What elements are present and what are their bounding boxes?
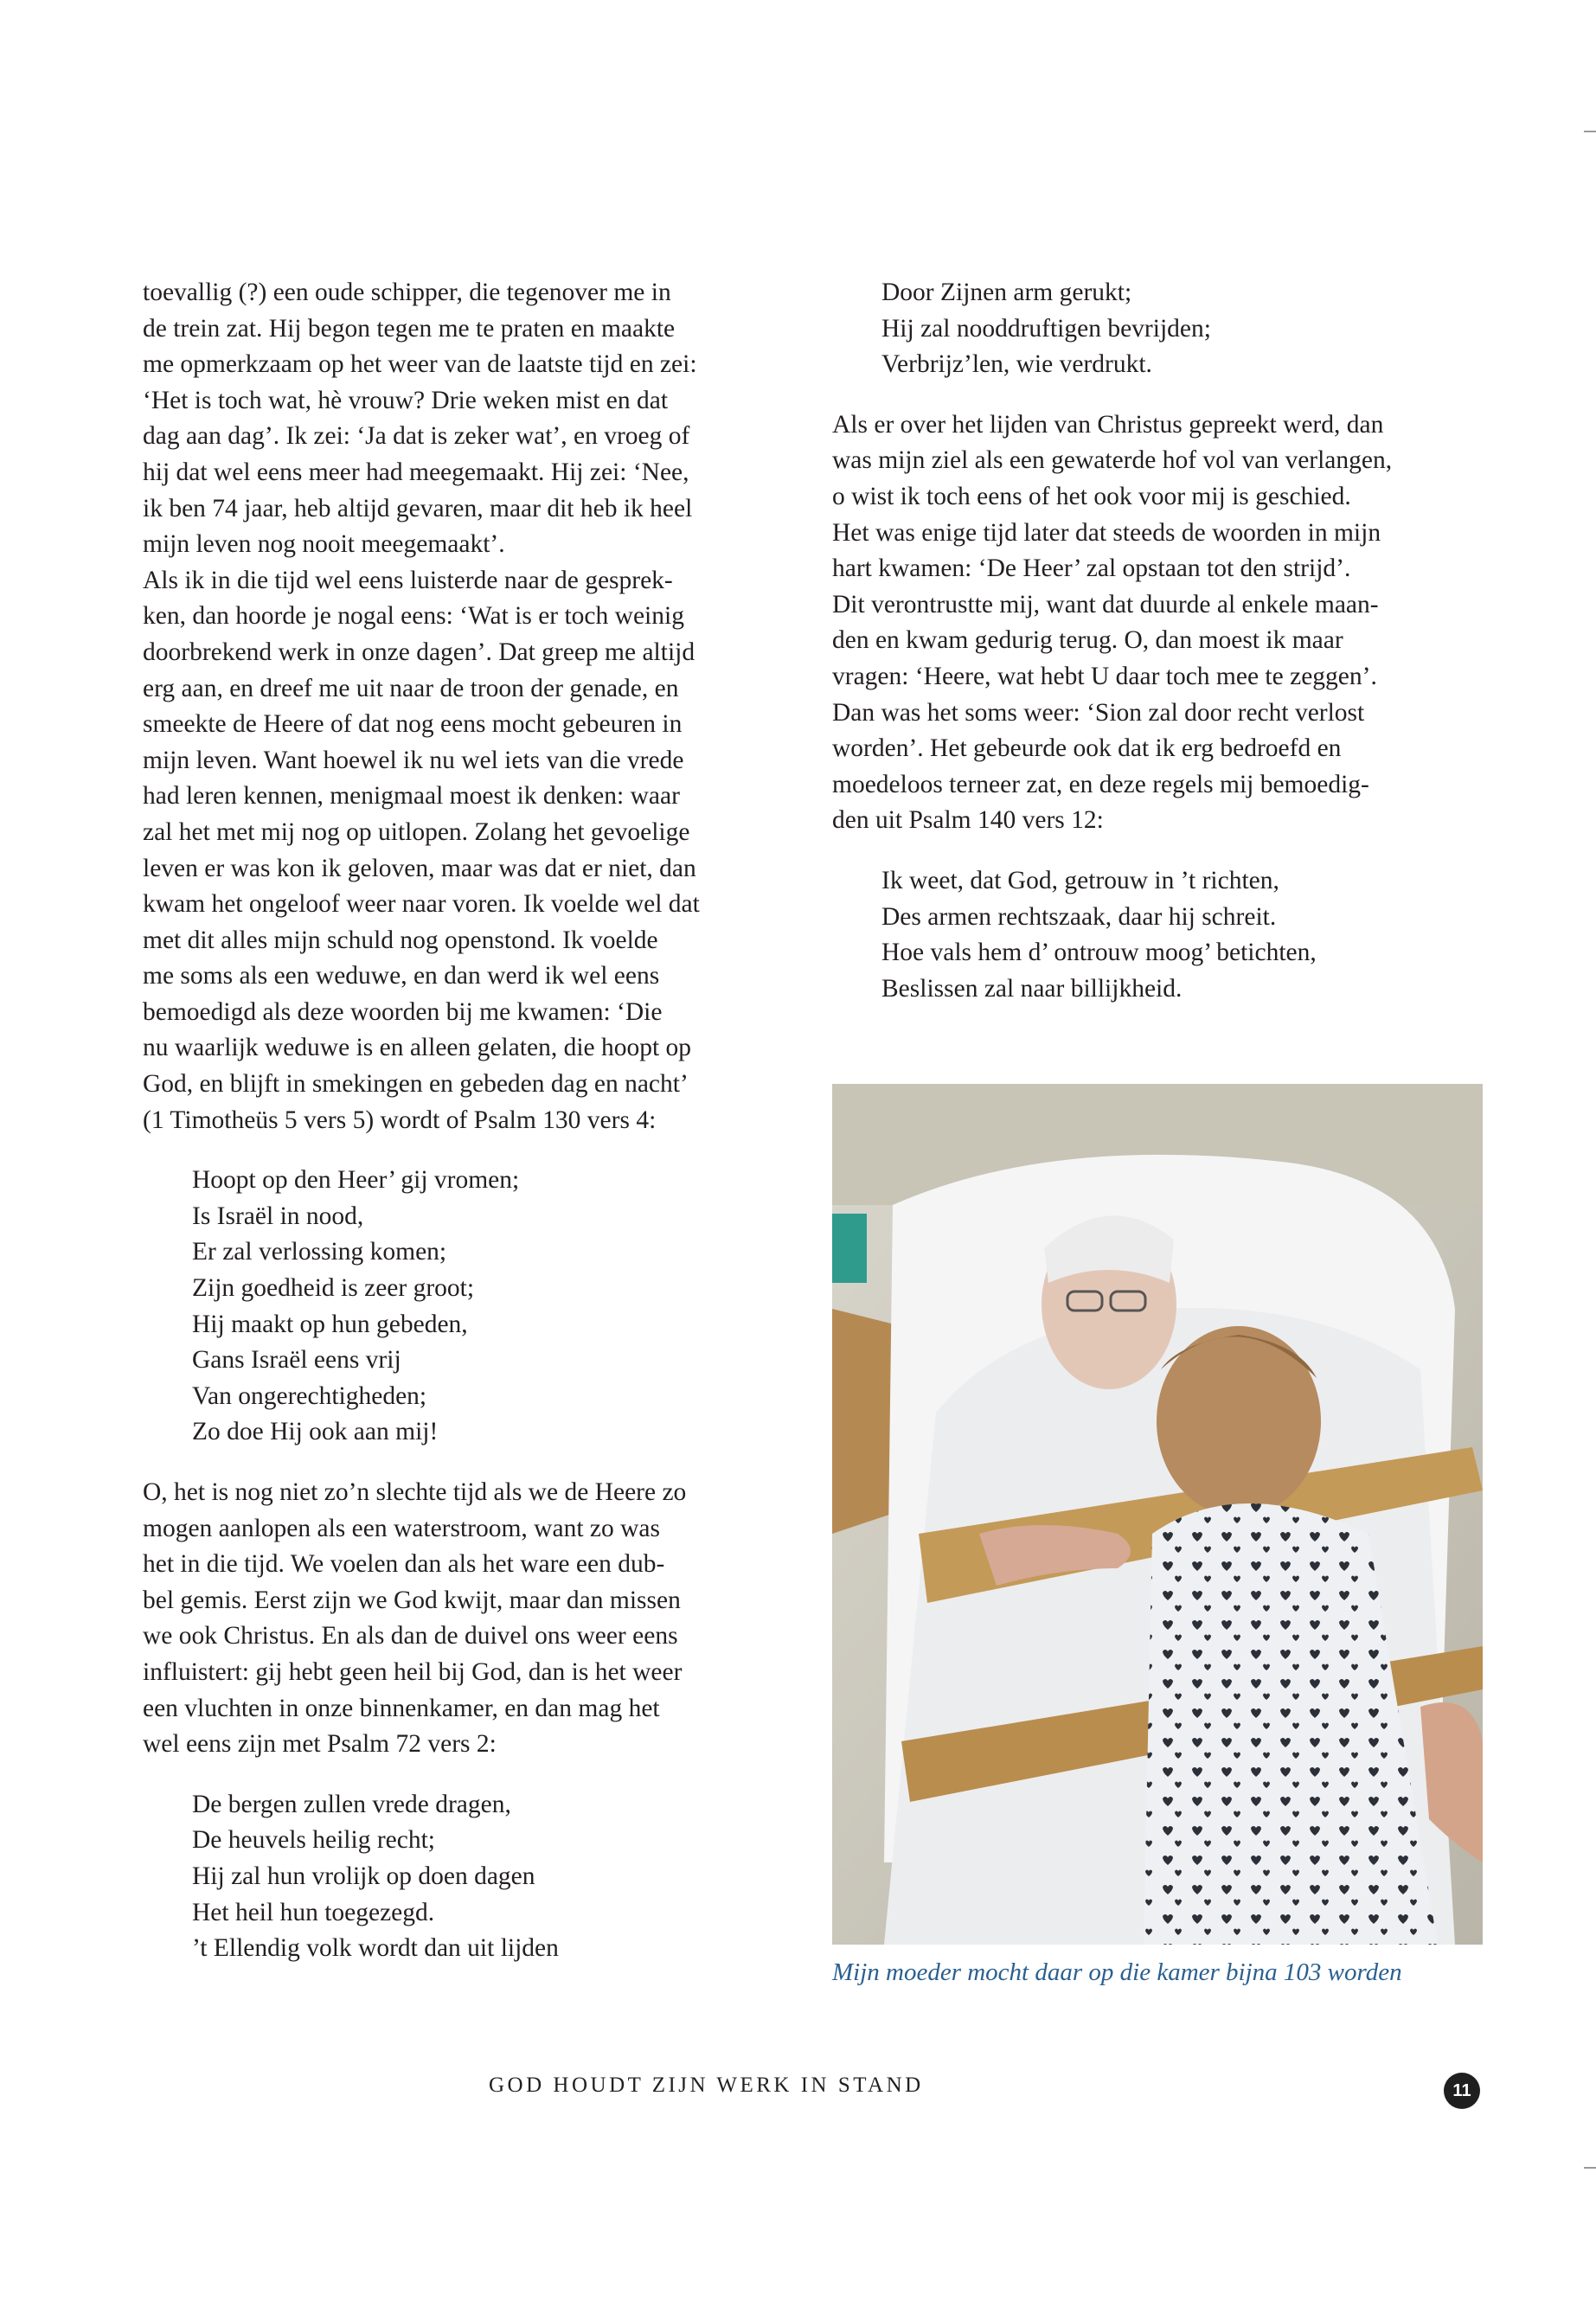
text-line: hij dat wel eens meer had meegemaakt. Hij zei: ‘Nee, [143,458,689,486]
text-line: worden’. Het gebeurde ook dat ik erg bedroefd en [832,734,1342,763]
text-line: Dit verontrustte mij, want dat duurde al enkele maan- [832,590,1379,619]
text-line: leven er was kon ik geloven, maar was dat er niet, dan [143,854,696,882]
page-number-badge: 11 [1444,2073,1480,2109]
text-line: we ook Christus. En als dan de duivel ons weer eens [143,1622,678,1650]
text-line: Als er over het lijden van Christus gepreekt werd, dan [832,410,1384,439]
text-line: Dan was het soms weer: ‘Sion zal door recht verlost [832,698,1365,727]
text-line: Des armen rechtszaak, daar hij schreit. [881,902,1277,931]
text-line: Door Zijnen arm gerukt; [881,279,1132,306]
text-line: Zo doe Hij ook aan mij! [192,1418,439,1446]
text-line: Van ongerechtigheden; [192,1381,427,1410]
right-column [832,275,1490,1031]
text-line: Beslissen zal naar billijkheid. [881,974,1183,1003]
paragraph [832,407,1490,839]
photo-caption: Mijn moeder mocht daar op die kamer bijna 103 worden [832,1958,1402,1986]
photo [832,1084,1483,1945]
text-line: toevallig (?) een oude schipper, die tegenover me in [143,279,671,306]
text-line: het in die tijd. We voelen dan als het ware een dub- [143,1550,665,1579]
text-line: hart kwamen: ‘De Heer’ zal opstaan tot den strijd’. [832,554,1351,583]
text-line: O, het is nog niet zo’n slechte tijd als we de Heere zo [143,1478,687,1506]
text-line: Verbrijz’len, wie verdrukt. [881,350,1152,379]
text-line: me opmerkzaam op het weer van de laatste tijd en zei: [143,350,697,379]
text-line: mogen aanlopen als een waterstroom, want zo was [143,1514,660,1542]
text-line: bel gemis. Eerst zijn we God kwijt, maar dan missen [143,1586,681,1614]
text-line: ‘Het is toch wat, hè vrouw? Drie weken mist en dat [143,386,669,414]
text-line: Gans Israël eens vrij [192,1346,401,1375]
text-line: Zijn goedheid is zeer groot; [192,1274,475,1303]
text-line: met dit alles mijn schuld nog openstond. Ik voelde [143,926,658,954]
text-line: ik ben 74 jaar, heb altijd gevaren, maar dit heb ik heel [143,494,693,522]
text-line: wel eens zijn met Psalm 72 vers 2: [143,1730,497,1759]
text-line: influistert: gij hebt geen heil bij God, dan is het weer [143,1657,683,1686]
text-line: Het heil hun toegezegd. [192,1898,435,1926]
text-line: den en kwam gedurig terug. O, dan moest ik maar [832,626,1343,655]
text-line: de trein zat. Hij begon tegen me te praten en maakte [143,314,676,343]
text-line: dag aan dag’. Ik zei: ‘Ja dat is zeker wat’, en vroeg of [143,422,690,451]
text-line: zal het met mij nog op uitlopen. Zolang het gevoelige [143,817,690,846]
text-line: nu waarlijk weduwe is en alleen gelaten, die hoopt op [143,1034,692,1062]
text-line: ken, dan hoorde je nogal eens: ‘Wat is er toch weinig [143,602,684,631]
text-line: God, en blijft in smekingen en gebeden dag en nacht’ [143,1070,689,1099]
text-line: moedeloos terneer zat, en deze regels mij bemoedig- [832,770,1369,798]
text-line: Is Israël in nood, [192,1202,364,1230]
text-line: (1 Timotheüs 5 vers 5) wordt of Psalm 130 vers 4: [143,1106,657,1134]
psalm-verse [192,1787,800,1967]
text-line: Ik weet, dat God, getrouw in ’t richten, [881,866,1279,894]
text-line: mijn leven. Want hoewel ik nu wel iets van die vrede [143,746,684,774]
text-line: Hoopt op den Heer’ gij vromen; [192,1166,520,1195]
text-line: Hij zal nooddruftigen bevrijden; [881,314,1211,343]
psalm-verse-continued [881,275,1490,383]
text-line: een vluchten in onze binnenkamer, en dan mag het [143,1694,660,1722]
text-line: me soms als een weduwe, en dan werd ik wel eens [143,962,660,990]
paragraph [143,1475,800,1763]
text-line: erg aan, en dreef me uit naar de troon der genade, en [143,674,679,702]
text-line: had leren kennen, menigmaal moest ik denken: waar [143,782,680,811]
text-line: Als ik in die tijd wel eens luisterde naar de gesprek- [143,566,673,594]
text-line: Hij maakt op hun gebeden, [192,1310,468,1338]
text-line: Hij zal hun vrolijk op doen dagen [192,1862,535,1890]
text-line: bemoedigd als deze woorden bij me kwamen: ‘Die [143,997,663,1026]
text-line: mijn leven nog nooit meegemaakt’. [143,530,505,559]
text-line: De heuvels heilig recht; [192,1826,435,1855]
psalm-verse [192,1163,800,1451]
text-line: Hoe vals hem d’ ontrouw moog’ betichten, [881,939,1317,967]
text-line: ’t Ellendig volk wordt dan uit lijden [192,1934,559,1963]
text-line: den uit Psalm 140 vers 12: [832,806,1104,835]
text-line: doorbrekend werk in onze dagen’. Dat greep me altijd [143,638,695,666]
text-line: o wist ik toch eens of het ook voor mij is geschied. [832,482,1351,510]
psalm-verse [881,863,1490,1007]
text-line: Het was enige tijd later dat steeds de woorden in mijn [832,518,1381,547]
text-line: vragen: ‘Heere, wat hebt U daar toch mee te zeggen’. [832,662,1377,690]
paragraph [143,563,800,1139]
text-line: smeekte de Heere of dat nog eens mocht gebeuren in [143,710,683,739]
text-line: was mijn ziel als een gewaterde hof vol van verlangen, [832,446,1393,475]
crop-mark [1584,2167,1596,2169]
text-line: kwam het ongeloof weer naar voren. Ik voelde wel dat [143,890,700,919]
photo-illustration [832,1084,1483,1945]
running-footer-title: GOD HOUDT ZIJN WERK IN STAND [489,2073,924,2097]
paragraph [143,275,800,563]
left-column [143,275,800,1991]
text-line: De bergen zullen vrede dragen, [192,1790,511,1818]
text-line: Er zal verlossing komen; [192,1238,447,1266]
crop-mark [1584,131,1596,132]
